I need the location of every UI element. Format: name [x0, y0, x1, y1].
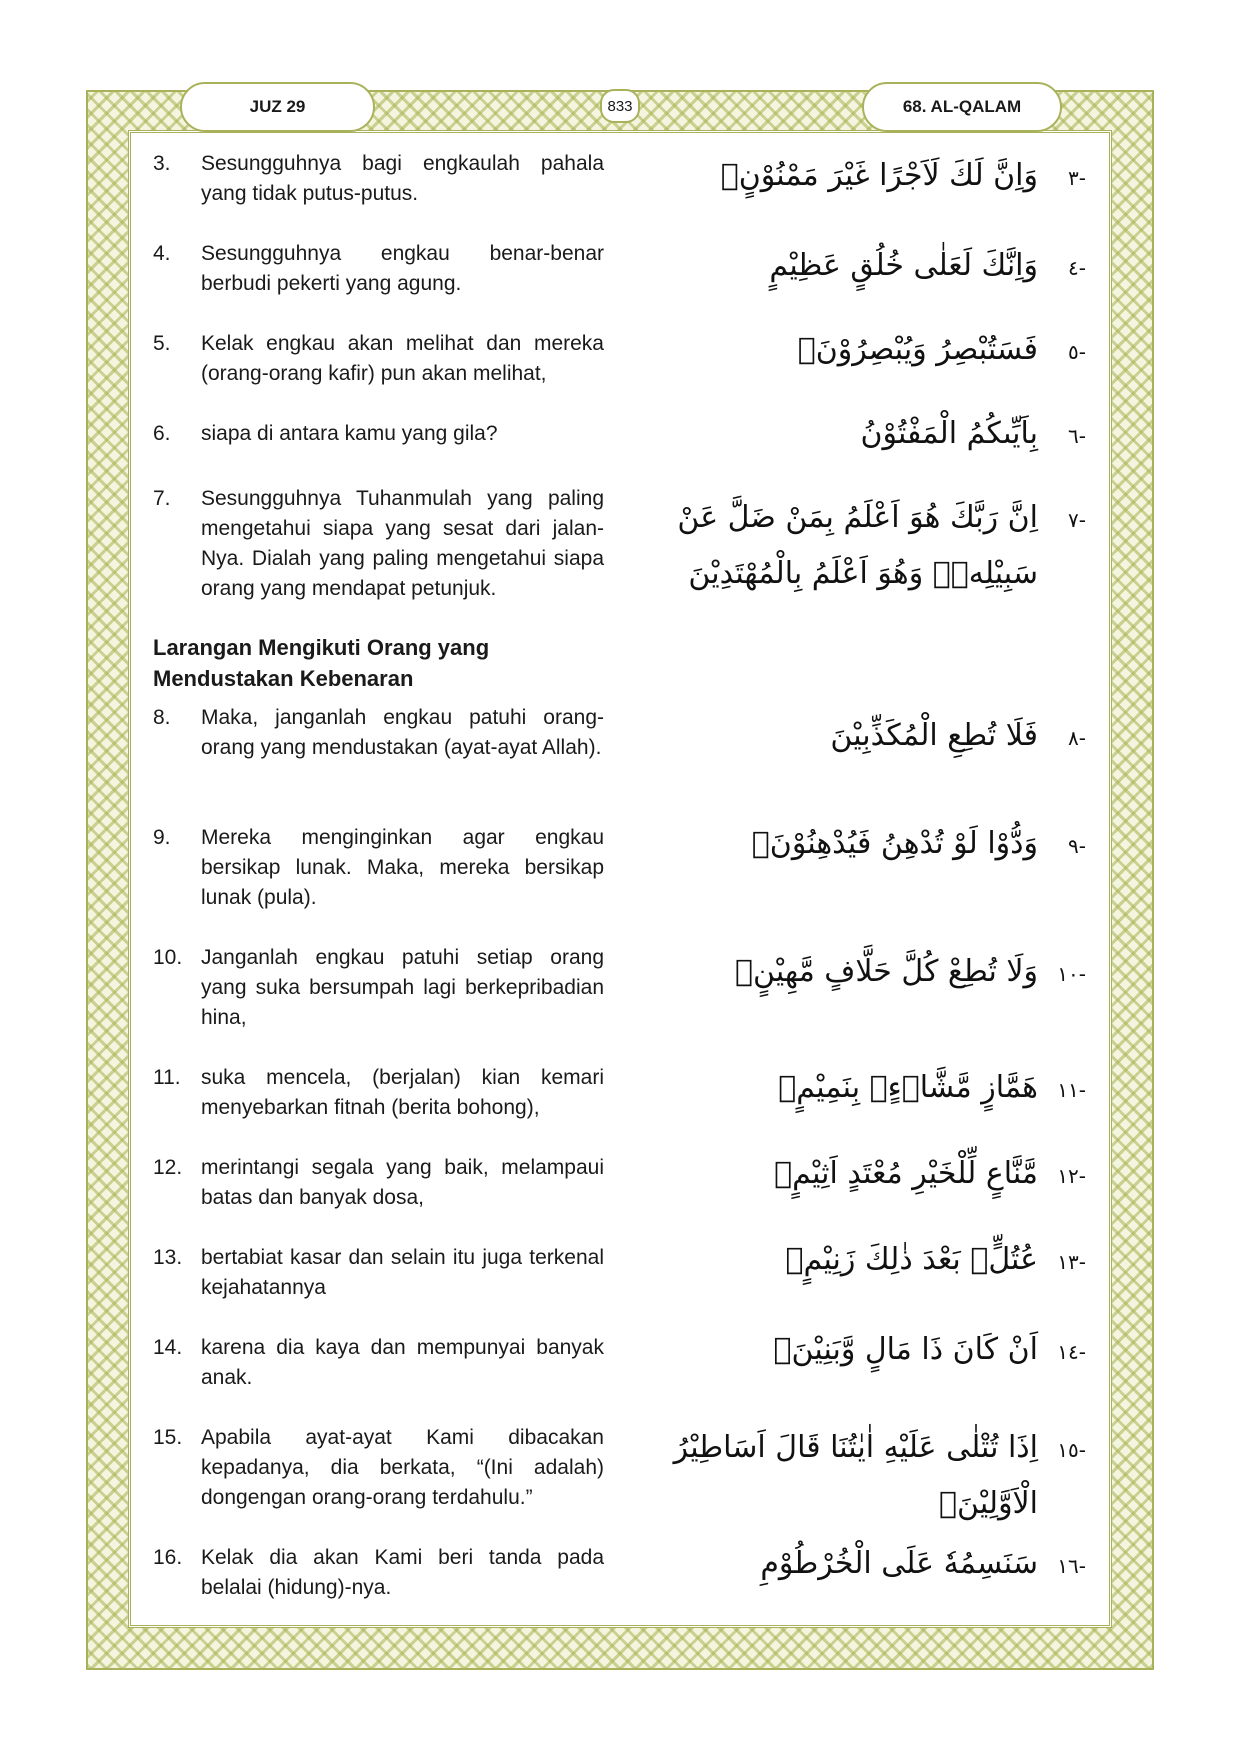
verse-translation: karena dia kaya dan mempunyai banyak anak. [201, 1336, 604, 1389]
verse-arabic: بِاَيِّىكُمُ الْمَفْتُوْنُ [860, 416, 1038, 451]
verse-translation: Sesungguhnya engkau benar-benar berbudi pekerti yang agung. [201, 242, 604, 295]
verse-number: 16. [153, 1546, 183, 1569]
verse-arabic: وَلَا تُطِعْ كُلَّ حَلَّافٍ مَّهِيْنٍۙ [734, 954, 1038, 989]
verse-translation: Sesungguhnya Tuhanmulah yang paling mengetahui siapa yang sesat dari jalan-Nya. Dialah yang paling mengetahui siapa orang yang mendapat petunjuk. [201, 487, 604, 600]
verse-translation: suka mencela, (berjalan) kian kemari menyebarkan fitnah (berita bohong), [201, 1066, 604, 1119]
verse-arabic: وَدُّوْا لَوْ تُدْهِنُ فَيُدْهِنُوْنَۚ [751, 826, 1038, 861]
verse-number: 7. [153, 487, 171, 510]
verse-translation: merintangi segala yang baik, melampaui batas dan banyak dosa, [201, 1156, 604, 1209]
verse-arabic-number: -٦ [1068, 424, 1086, 448]
verse-arabic-number: -٧ [1068, 508, 1086, 532]
verse-arabic-number: -٤ [1068, 256, 1086, 280]
verse-arabic-number: -١٠ [1057, 962, 1086, 986]
verse-arabic-number: -١٢ [1057, 1164, 1086, 1188]
verse-arabic-number: -٥ [1068, 340, 1086, 364]
verse-number: 12. [153, 1156, 183, 1179]
verse-translation: Apabila ayat-ayat Kami dibacakan kepadanya, dia berkata, “(Ini adalah) dongengan orang-orang terdahulu.” [201, 1426, 604, 1509]
verse-translation: bertabiat kasar dan selain itu juga terkenal kejahatannya [201, 1246, 604, 1299]
verse-arabic-number: -١٦ [1057, 1554, 1086, 1578]
verse-arabic: سَنَسِمُهٗ عَلَى الْخُرْطُوْمِ [760, 1546, 1038, 1581]
verse-translation: Kelak engkau akan melihat dan mereka (orang-orang kafir) pun akan melihat, [201, 332, 604, 385]
verse-arabic: مَّنَّاعٍ لِّلْخَيْرِ مُعْتَدٍ اَثِيْمٍۙ [774, 1156, 1038, 1191]
verse-arabic: اِذَا تُتْلٰى عَلَيْهِ اٰيٰتُنَا قَالَ اَسَاطِيْرُ الْاَوَّلِيْنَۗ [673, 1430, 1038, 1521]
verse-number: 8. [153, 706, 171, 729]
verse-arabic-number: -٣ [1068, 166, 1086, 190]
verse-arabic-number: -١١ [1057, 1078, 1086, 1102]
verse-arabic-number: -٩ [1068, 834, 1086, 858]
surah-label: 68. AL-QALAM [862, 82, 1062, 132]
verse-number: 9. [153, 826, 171, 849]
verse-arabic: اِنَّ رَبَّكَ هُوَ اَعْلَمُ بِمَنْ ضَلَّ عَنْ سَبِيْلِهٖۖ وَهُوَ اَعْلَمُ بِالْمُهْتَدِيْنَ [677, 500, 1038, 591]
verse-arabic-number: -١٥ [1057, 1438, 1086, 1462]
verse-translation: Sesungguhnya bagi engkaulah pahala yang tidak putus-putus. [201, 152, 604, 205]
verse-translation: siapa di antara kamu yang gila? [201, 422, 498, 445]
verse-number: 10. [153, 946, 183, 969]
verse-number: 11. [153, 1066, 181, 1089]
verse-number: 15. [153, 1426, 183, 1449]
section-heading: Larangan Mengikuti Orang yang Mendustakan Kebenaran [153, 635, 490, 691]
verse-translation: Mereka menginginkan agar engkau bersikap lunak. Maka, mereka bersikap lunak (pula). [201, 826, 604, 909]
verse-arabic: فَلَا تُطِعِ الْمُكَذِّبِيْنَ [830, 718, 1038, 753]
verse-translation: Janganlah engkau patuhi setiap orang yang suka bersumpah lagi berkepribadian hina, [201, 946, 604, 1029]
verse-translation: Maka, janganlah engkau patuhi orang-orang yang mendustakan (ayat-ayat Allah). [201, 706, 604, 759]
verse-arabic: وَاِنَّ لَكَ لَاَجْرًا غَيْرَ مَمْنُوْنٍۚ [720, 158, 1038, 193]
verse-number: 4. [153, 242, 171, 265]
juz-label: JUZ 29 [180, 82, 375, 132]
verse-arabic-number: -١٤ [1057, 1340, 1086, 1364]
verse-number: 6. [153, 422, 171, 445]
verse-arabic-number: -١٣ [1057, 1250, 1086, 1274]
verse-translation: Kelak dia akan Kami beri tanda pada belalai (hidung)-nya. [201, 1546, 604, 1599]
verse-number: 5. [153, 332, 171, 355]
verse-arabic: اَنْ كَانَ ذَا مَالٍ وَّبَنِيْنَۗ [773, 1332, 1038, 1367]
page-number: 833 [600, 89, 640, 123]
verse-number: 14. [153, 1336, 183, 1359]
verse-arabic: هَمَّازٍ مَّشَّاۤءٍۢ بِنَمِيْمٍۙ [778, 1070, 1038, 1105]
verse-number: 3. [153, 152, 171, 175]
verse-arabic: فَسَتُبْصِرُ وَيُبْصِرُوْنَۙ [797, 332, 1038, 367]
verse-arabic: وَاِنَّكَ لَعَلٰى خُلُقٍ عَظِيْمٍ [769, 248, 1038, 283]
verse-arabic-number: -٨ [1068, 726, 1086, 750]
verse-number: 13. [153, 1246, 183, 1269]
verse-arabic: عُتُلٍّۢ بَعْدَ ذٰلِكَ زَنِيْمٍۙ [785, 1242, 1038, 1277]
